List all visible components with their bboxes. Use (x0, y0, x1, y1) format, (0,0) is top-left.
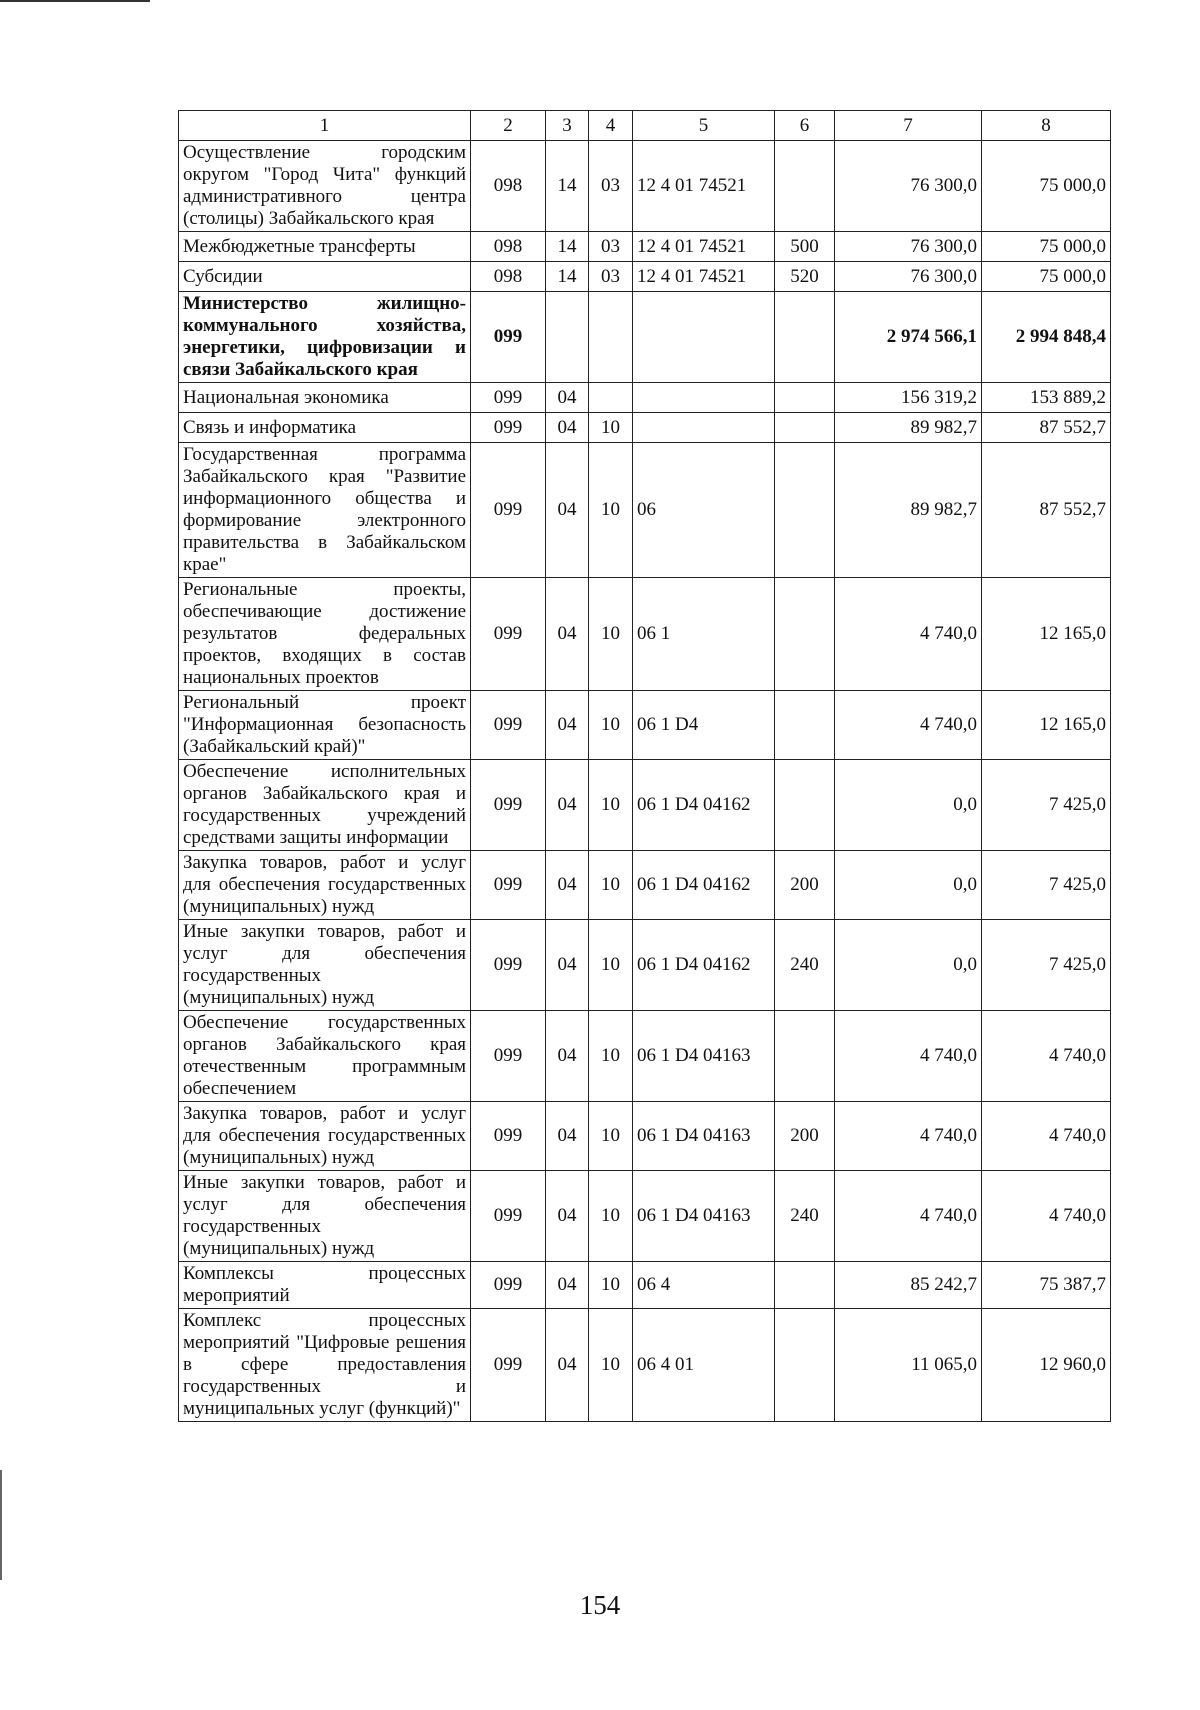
amount-col8: 7 425,0 (982, 851, 1111, 920)
code-ministry: 099 (471, 920, 546, 1011)
code-target-item: 06 (633, 443, 775, 578)
page-number: 154 (579, 1590, 621, 1620)
code-section: 04 (546, 443, 589, 578)
code-expense-type (775, 383, 835, 413)
row-name: Обеспечение исполнительных органов Забайкальского края и государственных учреждений средствами защиты информации (179, 760, 471, 851)
amount-col8: 75 000,0 (982, 141, 1111, 232)
amount-col8: 75 387,7 (982, 1262, 1111, 1309)
header-cell: 1 (179, 111, 471, 141)
code-expense-type (775, 443, 835, 578)
amount-col7: 85 242,7 (835, 1262, 982, 1309)
code-target-item: 06 1 D4 04162 (633, 760, 775, 851)
budget-table (178, 110, 1111, 1422)
code-target-item: 06 4 01 (633, 1309, 775, 1422)
code-subsection: 10 (589, 1011, 633, 1102)
row-name: Иные закупки товаров, работ и услуг для обеспечения государственных (муниципальных) нужд (179, 1171, 471, 1262)
code-section: 04 (546, 1171, 589, 1262)
code-expense-type: 240 (775, 1171, 835, 1262)
code-ministry: 099 (471, 413, 546, 443)
code-ministry: 099 (471, 1011, 546, 1102)
code-section: 04 (546, 691, 589, 760)
code-ministry: 099 (471, 691, 546, 760)
code-target-item (633, 292, 775, 383)
amount-col7: 4 740,0 (835, 1102, 982, 1171)
header-cell: 2 (471, 111, 546, 141)
amount-col8: 153 889,2 (982, 383, 1111, 413)
table-row (179, 232, 1111, 262)
code-subsection: 10 (589, 1262, 633, 1309)
code-section: 14 (546, 232, 589, 262)
code-expense-type: 500 (775, 232, 835, 262)
row-name: Государственная программа Забайкальского края "Развитие информационного общества и формирование электронного правительства в Забайкальском крае" (179, 443, 471, 578)
code-expense-type (775, 413, 835, 443)
code-subsection: 03 (589, 141, 633, 232)
header-cell: 8 (982, 111, 1111, 141)
amount-col8: 12 165,0 (982, 578, 1111, 691)
scan-artifact-line (0, 0, 150, 2)
code-expense-type: 520 (775, 262, 835, 292)
code-subsection: 10 (589, 413, 633, 443)
amount-col7: 0,0 (835, 851, 982, 920)
code-ministry: 099 (471, 851, 546, 920)
table-row (179, 292, 1111, 383)
amount-col7: 11 065,0 (835, 1309, 982, 1422)
row-name: Иные закупки товаров, работ и услуг для обеспечения государственных (муниципальных) нужд (179, 920, 471, 1011)
amount-col7: 4 740,0 (835, 578, 982, 691)
table-row (179, 1102, 1111, 1171)
amount-col7: 2 974 566,1 (835, 292, 982, 383)
amount-col8: 4 740,0 (982, 1171, 1111, 1262)
code-ministry: 099 (471, 383, 546, 413)
amount-col8: 87 552,7 (982, 443, 1111, 578)
amount-col7: 0,0 (835, 760, 982, 851)
code-subsection: 10 (589, 920, 633, 1011)
header-cell: 5 (633, 111, 775, 141)
table-row (179, 1011, 1111, 1102)
row-name: Региональный проект "Информационная безопасность (Забайкальский край)" (179, 691, 471, 760)
amount-col7: 89 982,7 (835, 413, 982, 443)
code-target-item: 06 1 D4 04162 (633, 920, 775, 1011)
amount-col8: 4 740,0 (982, 1102, 1111, 1171)
code-expense-type (775, 1011, 835, 1102)
code-expense-type (775, 760, 835, 851)
code-target-item (633, 383, 775, 413)
table-row (179, 413, 1111, 443)
code-ministry: 099 (471, 292, 546, 383)
code-target-item: 12 4 01 74521 (633, 232, 775, 262)
code-expense-type: 200 (775, 851, 835, 920)
code-ministry: 099 (471, 1262, 546, 1309)
row-name: Национальная экономика (179, 383, 471, 413)
code-expense-type (775, 1309, 835, 1422)
amount-col8: 7 425,0 (982, 760, 1111, 851)
code-subsection: 10 (589, 443, 633, 578)
table-row (179, 383, 1111, 413)
header-cell: 6 (775, 111, 835, 141)
amount-col8: 2 994 848,4 (982, 292, 1111, 383)
code-target-item: 06 4 (633, 1262, 775, 1309)
amount-col8: 4 740,0 (982, 1011, 1111, 1102)
header-cell: 4 (589, 111, 633, 141)
row-name: Связь и информатика (179, 413, 471, 443)
row-name: Региональные проекты, обеспечивающие достижение результатов федеральных проектов, входящих в состав национальных проектов (179, 578, 471, 691)
code-subsection: 03 (589, 262, 633, 292)
code-section: 14 (546, 262, 589, 292)
row-name: Закупка товаров, работ и услуг для обеспечения государственных (муниципальных) нужд (179, 851, 471, 920)
code-target-item: 06 1 (633, 578, 775, 691)
code-ministry: 099 (471, 1102, 546, 1171)
row-name: Осуществление городским округом "Город Чита" функций административного центра (столицы) Забайкальского края (179, 141, 471, 232)
amount-col8: 12 960,0 (982, 1309, 1111, 1422)
code-target-item: 12 4 01 74521 (633, 262, 775, 292)
code-target-item: 06 1 D4 04163 (633, 1171, 775, 1262)
row-name: Субсидии (179, 262, 471, 292)
code-subsection: 10 (589, 578, 633, 691)
header-cell: 7 (835, 111, 982, 141)
amount-col8: 7 425,0 (982, 920, 1111, 1011)
code-section: 04 (546, 760, 589, 851)
code-subsection (589, 383, 633, 413)
code-subsection: 03 (589, 232, 633, 262)
amount-col7: 4 740,0 (835, 1171, 982, 1262)
code-ministry: 098 (471, 262, 546, 292)
table-header-row (179, 111, 1111, 141)
row-name: Комплекс процессных мероприятий "Цифровые решения в сфере предоставления государственных и муниципальных услуг (функций)" (179, 1309, 471, 1422)
code-subsection: 10 (589, 1309, 633, 1422)
code-ministry: 099 (471, 443, 546, 578)
code-expense-type (775, 292, 835, 383)
row-name: Межбюджетные трансферты (179, 232, 471, 262)
code-expense-type: 200 (775, 1102, 835, 1171)
code-subsection: 10 (589, 691, 633, 760)
table-row (179, 1309, 1111, 1422)
table-row (179, 920, 1111, 1011)
code-section: 04 (546, 1309, 589, 1422)
code-target-item: 06 1 D4 04163 (633, 1011, 775, 1102)
table-row (179, 443, 1111, 578)
code-section: 04 (546, 578, 589, 691)
code-ministry: 099 (471, 578, 546, 691)
code-ministry: 098 (471, 141, 546, 232)
row-name: Министерство жилищно-коммунального хозяйства, энергетики, цифровизации и связи Забайкальского края (179, 292, 471, 383)
code-expense-type (775, 691, 835, 760)
code-section: 04 (546, 383, 589, 413)
amount-col7: 76 300,0 (835, 141, 982, 232)
amount-col7: 76 300,0 (835, 262, 982, 292)
amount-col7: 156 319,2 (835, 383, 982, 413)
table-row (179, 760, 1111, 851)
code-expense-type: 240 (775, 920, 835, 1011)
amount-col7: 4 740,0 (835, 1011, 982, 1102)
code-section: 04 (546, 1262, 589, 1309)
code-subsection: 10 (589, 1171, 633, 1262)
code-ministry: 099 (471, 1309, 546, 1422)
code-target-item: 06 1 D4 04162 (633, 851, 775, 920)
amount-col8: 87 552,7 (982, 413, 1111, 443)
amount-col7: 76 300,0 (835, 232, 982, 262)
code-target-item: 12 4 01 74521 (633, 141, 775, 232)
row-name: Закупка товаров, работ и услуг для обеспечения государственных (муниципальных) нужд (179, 1102, 471, 1171)
row-name: Обеспечение государственных органов Забайкальского края отечественным программным обеспечением (179, 1011, 471, 1102)
table-row (179, 262, 1111, 292)
header-cell: 3 (546, 111, 589, 141)
code-section: 14 (546, 141, 589, 232)
code-subsection (589, 292, 633, 383)
code-expense-type (775, 141, 835, 232)
code-target-item: 06 1 D4 (633, 691, 775, 760)
amount-col7: 89 982,7 (835, 443, 982, 578)
amount-col7: 0,0 (835, 920, 982, 1011)
scan-artifact-edge (0, 1470, 2, 1580)
code-subsection: 10 (589, 851, 633, 920)
code-ministry: 099 (471, 760, 546, 851)
code-section: 04 (546, 1102, 589, 1171)
code-section (546, 292, 589, 383)
code-section: 04 (546, 413, 589, 443)
table-row (179, 851, 1111, 920)
amount-col8: 75 000,0 (982, 232, 1111, 262)
code-ministry: 099 (471, 1171, 546, 1262)
row-name: Комплексы процессных мероприятий (179, 1262, 471, 1309)
table-row (179, 1262, 1111, 1309)
code-expense-type (775, 1262, 835, 1309)
code-section: 04 (546, 851, 589, 920)
code-target-item: 06 1 D4 04163 (633, 1102, 775, 1171)
code-subsection: 10 (589, 1102, 633, 1171)
amount-col8: 12 165,0 (982, 691, 1111, 760)
code-subsection: 10 (589, 760, 633, 851)
code-section: 04 (546, 1011, 589, 1102)
code-target-item (633, 413, 775, 443)
table-row (179, 691, 1111, 760)
amount-col8: 75 000,0 (982, 262, 1111, 292)
code-expense-type (775, 578, 835, 691)
code-ministry: 098 (471, 232, 546, 262)
table-row (179, 1171, 1111, 1262)
code-section: 04 (546, 920, 589, 1011)
table-row (179, 141, 1111, 232)
table-row (179, 578, 1111, 691)
amount-col7: 4 740,0 (835, 691, 982, 760)
